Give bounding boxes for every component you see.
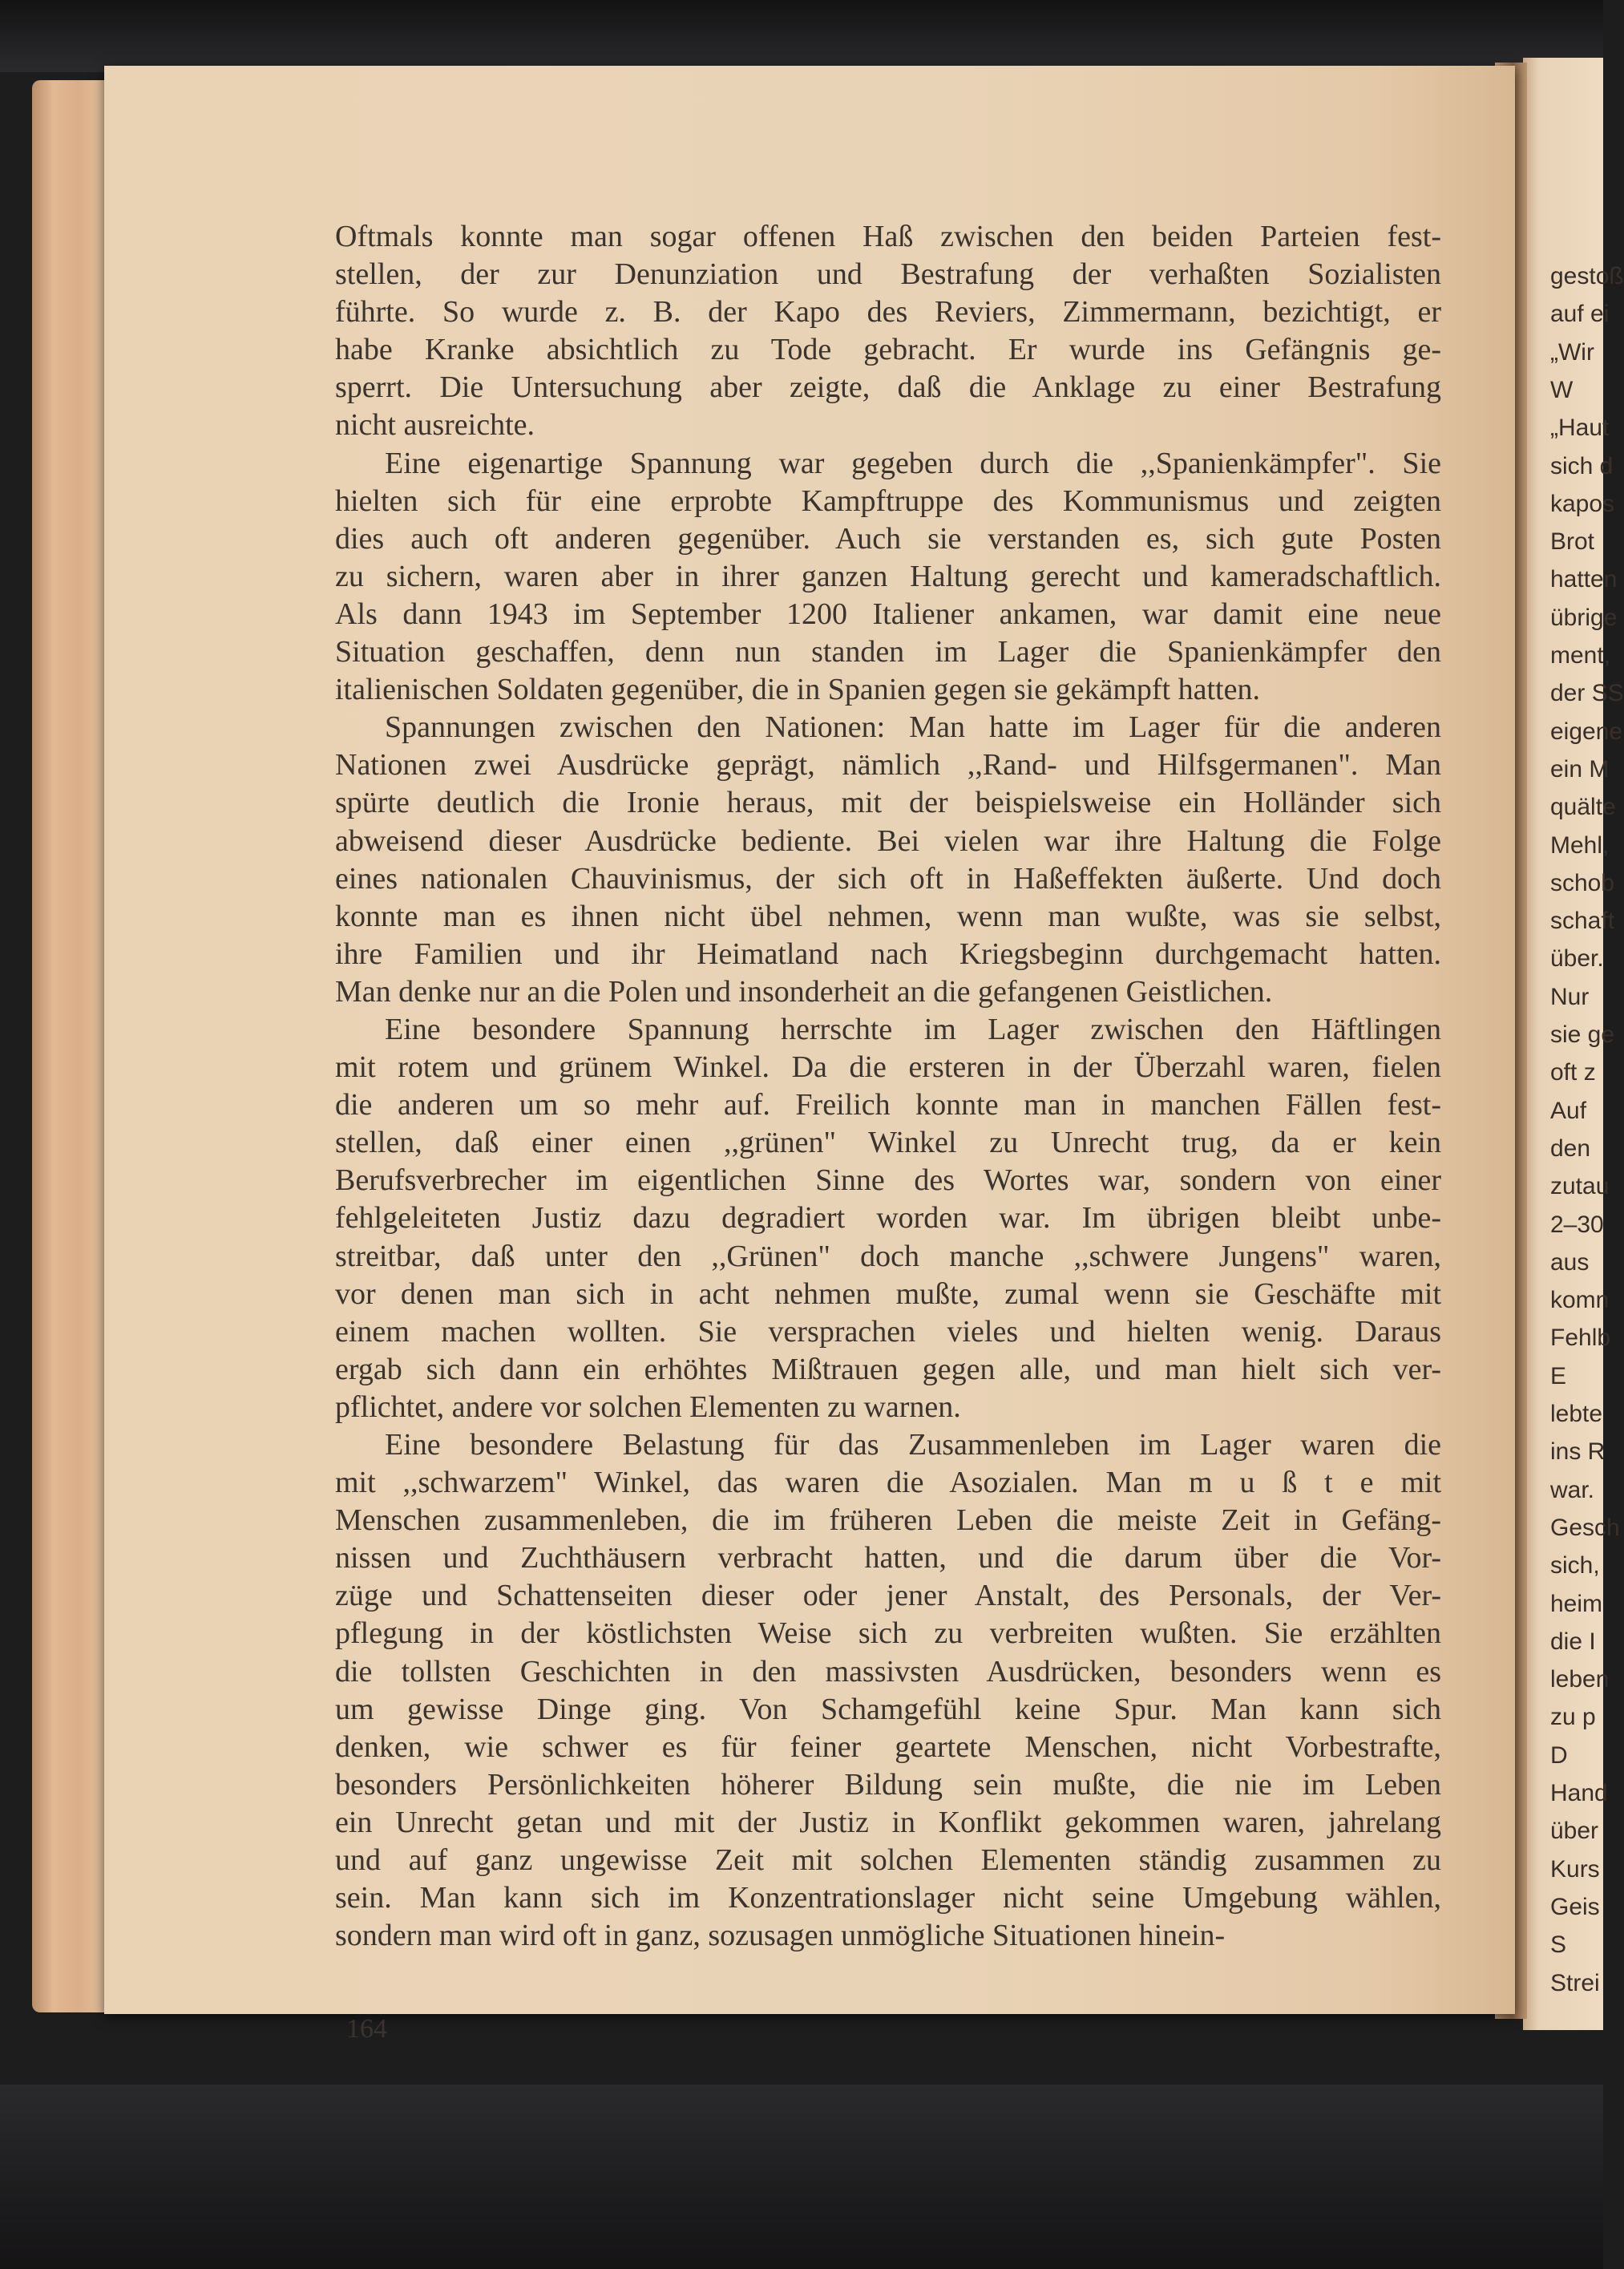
text-line: streitbar, daß unter den ,,Grünen" doch manche ,,schwere Jungens" waren,	[335, 1239, 1441, 1273]
next-page-fragment: Hand	[1550, 1780, 1608, 1806]
next-page-fragment: Auf	[1550, 1097, 1587, 1124]
next-page	[1523, 58, 1624, 2030]
next-page-fragment: Gesch	[1550, 1514, 1620, 1541]
text-line: Oftmals konnte man sogar offenen Haß zwischen den beiden Parteien fest-	[335, 220, 1441, 253]
text-line: Eine eigenartige Spannung war gegeben durch die ,,Spanienkämpfer". Sie	[385, 446, 1441, 480]
next-page-fragment: ins R	[1550, 1438, 1606, 1466]
text-line: mit ,,schwarzem" Winkel, das waren die Asozialen. Man m u ß t e mit	[335, 1466, 1441, 1500]
next-page-fragment: eigene	[1550, 718, 1623, 745]
text-line: stellen, der zur Denunziation und Bestrafung der verhaßten Sozialisten	[335, 257, 1441, 292]
next-page-fragment: aus	[1550, 1248, 1590, 1276]
text-line: Eine besondere Spannung herrschte im Lager zwischen den Häftlingen	[385, 1012, 1441, 1046]
text-line: ihre Familien und ihr Heimatland nach Kriegsbeginn durchgemacht hatten.	[335, 936, 1441, 971]
text-line: konnte man es ihnen nicht übel nehmen, wenn man wußte, was sie selbst,	[335, 899, 1441, 933]
text-line: sein. Man kann sich im Konzentrationslager nicht seine Umgebung wählen,	[335, 1881, 1441, 1915]
next-page-fragment: 2–30	[1550, 1211, 1604, 1238]
next-page-fragment: schaft	[1550, 908, 1615, 935]
text-line: Eine besondere Belastung für das Zusammenleben im Lager waren die	[385, 1428, 1441, 1462]
next-page-fragment: war.	[1550, 1476, 1595, 1503]
text-line: mit rotem und grünem Winkel. Da die ersteren in der Überzahl waren, fielen	[335, 1050, 1441, 1085]
next-page-fragment: heim	[1550, 1590, 1603, 1617]
background-top	[0, 0, 1603, 72]
text-line: denken, wie schwer es für feiner geartete Menschen, nicht Vorbestrafte,	[335, 1729, 1441, 1764]
text-line: abweisend dieser Ausdrücke bediente. Bei vielen war ihre Haltung die Folge	[335, 823, 1441, 858]
next-page-fragment: kapos	[1550, 490, 1615, 517]
text-line: Man denke nur an die Polen und insonderheit an die gefangenen Geistlichen.	[335, 974, 1273, 1009]
next-page-fragment: quälte	[1550, 794, 1616, 821]
next-page-fragment: sich d	[1550, 452, 1614, 479]
next-page-fragment: über.	[1550, 945, 1604, 973]
next-page-fragment: Fehlb	[1550, 1325, 1611, 1352]
next-page-fragment: zu p	[1550, 1704, 1596, 1731]
next-page-fragment: Nur	[1550, 983, 1590, 1010]
next-page-fragment: ein M	[1550, 755, 1610, 783]
text-line: Als dann 1943 im September 1200 Italiener ankamen, war damit eine neue	[335, 597, 1441, 631]
text-line: pflichtet, andere vor solchen Elementen zu warnen.	[335, 1389, 961, 1424]
next-page-fragment: Strei	[1550, 1969, 1600, 1996]
page-number: 164	[346, 2014, 387, 2044]
next-page-fragment: lebte	[1550, 1401, 1603, 1427]
text-line: eines nationalen Chauvinismus, der sich oft in Haßeffekten äußerte. Und doch	[335, 861, 1441, 896]
next-page-fragment: E	[1550, 1362, 1567, 1389]
text-line: und auf ganz ungewisse Zeit mit solchen Elementen ständig zusammen zu	[335, 1843, 1441, 1878]
next-page-fragment: den	[1550, 1134, 1591, 1162]
text-line: züge und Schattenseiten dieser oder jener Anstalt, des Personals, der Ver-	[335, 1579, 1441, 1613]
next-page-fragment: leben	[1550, 1666, 1610, 1693]
next-page-fragment: schob	[1550, 869, 1615, 896]
text-line: pflegung in der köstlichsten Weise sich zu verbreiten wußten. Sie erzählten	[335, 1616, 1441, 1651]
text-line: einem machen wollten. Sie versprachen vieles und hielten wenig. Daraus	[335, 1314, 1441, 1349]
text-line: dies auch oft anderen gegenüber. Auch sie verstanden es, sich gute Posten	[335, 521, 1441, 556]
next-page-fragment: Kurs	[1550, 1855, 1600, 1883]
text-line: besonders Persönlichkeiten höherer Bildung sein mußte, die nie im Leben	[335, 1767, 1441, 1802]
background-bottom	[0, 2085, 1603, 2269]
text-line: Spannungen zwischen den Nationen: Man hatte im Lager für die anderen	[385, 710, 1441, 745]
next-page-fragment: Mehl,	[1550, 831, 1610, 859]
text-line: um gewisse Dinge ging. Von Schamgefühl keine Spur. Man kann sich	[335, 1692, 1441, 1726]
next-page-fragment: „Haut	[1550, 415, 1610, 442]
text-line: stellen, daß einer einen ,,grünen" Winkel zu Unrecht trug, da er kein	[335, 1126, 1441, 1160]
text-line: Situation geschaffen, denn nun standen im Lager die Spanienkämpfer den	[335, 635, 1441, 669]
next-page-fragment: sie ge	[1550, 1021, 1615, 1048]
text-line: Nationen zwei Ausdrücke geprägt, nämlich ,,Rand- und Hilfsgermanen". Man	[335, 748, 1441, 783]
text-line: ein Unrecht getan und mit der Justiz in Konflikt gekommen waren, jahrelang	[335, 1805, 1441, 1839]
next-page-fragment: über	[1550, 1818, 1599, 1845]
next-page-fragment: „Wir	[1550, 338, 1594, 366]
text-line: italienischen Soldaten gegenüber, die in Spanien gegen sie gekämpft hatten.	[335, 673, 1260, 707]
next-page-fragment: hatten	[1550, 566, 1618, 593]
next-page-fragment: gestoß	[1550, 263, 1624, 289]
page-edge	[32, 80, 108, 2012]
next-page-fragment: ment,	[1550, 642, 1611, 669]
next-page-fragment: S	[1550, 1931, 1567, 1959]
next-page-fragment: zutau	[1550, 1173, 1610, 1200]
next-page-fragment: W	[1550, 376, 1574, 403]
page-text	[335, 218, 1441, 1955]
text-line: führte. So wurde z. B. der Kapo des Reviers, Zimmermann, bezichtigt, er	[335, 295, 1441, 330]
text-line: Menschen zusammenleben, die im früheren Leben die meiste Zeit in Gefäng-	[335, 1503, 1441, 1538]
text-line: hielten sich für eine erprobte Kampftruppe des Kommunismus und zeigten	[335, 483, 1441, 518]
text-line: fehlgeleiteten Justiz dazu degradiert worden war. Im übrigen bleibt unbe-	[335, 1201, 1441, 1236]
text-line: Berufsverbrecher im eigentlichen Sinne des Wortes war, sondern von einer	[335, 1163, 1441, 1198]
next-page-fragment: Geis	[1550, 1893, 1600, 1920]
text-line: spürte deutlich die Ironie heraus, mit der beispielsweise ein Holländer sich	[335, 786, 1441, 820]
next-page-fragment: die I	[1550, 1628, 1596, 1655]
text-line: die anderen um so mehr auf. Freilich konnte man in manchen Fällen fest-	[335, 1088, 1441, 1122]
text-line: nicht ausreichte.	[335, 408, 535, 443]
next-page-fragment: komn	[1550, 1287, 1610, 1314]
next-page-fragment: D	[1550, 1741, 1568, 1769]
text-line: nissen und Zuchthäusern verbracht hatten, und die darum über die Vor-	[335, 1541, 1441, 1575]
next-page-fragment: oft z	[1550, 1059, 1596, 1086]
next-page-fragment: der SS	[1550, 680, 1624, 707]
text-line: vor denen man sich in acht nehmen mußte, zumal wenn sie Geschäfte mit	[335, 1276, 1441, 1311]
next-page-fragment: auf ei	[1550, 301, 1610, 328]
next-page-fragment: Brot	[1550, 528, 1595, 556]
next-page-fragment: sich,	[1550, 1552, 1600, 1579]
text-line: sperrt. Die Untersuchung aber zeigte, daß die Anklage zu einer Bestrafung	[335, 370, 1441, 405]
text-line: sondern man wird oft in ganz, sozusagen unmögliche Situationen hinein-	[335, 1919, 1226, 1953]
text-line: die tollsten Geschichten in den massivsten Ausdrücken, besonders wenn es	[335, 1654, 1441, 1689]
next-page-fragment: übrige	[1550, 604, 1618, 631]
text-line: habe Kranke absichtlich zu Tode gebracht. Er wurde ins Gefängnis ge-	[335, 333, 1441, 367]
text-line: ergab sich dann ein erhöhtes Mißtrauen gegen alle, und man hielt sich ver-	[335, 1352, 1441, 1386]
text-line: zu sichern, waren aber in ihrer ganzen Haltung gerecht und kameradschaftlich.	[335, 559, 1441, 593]
